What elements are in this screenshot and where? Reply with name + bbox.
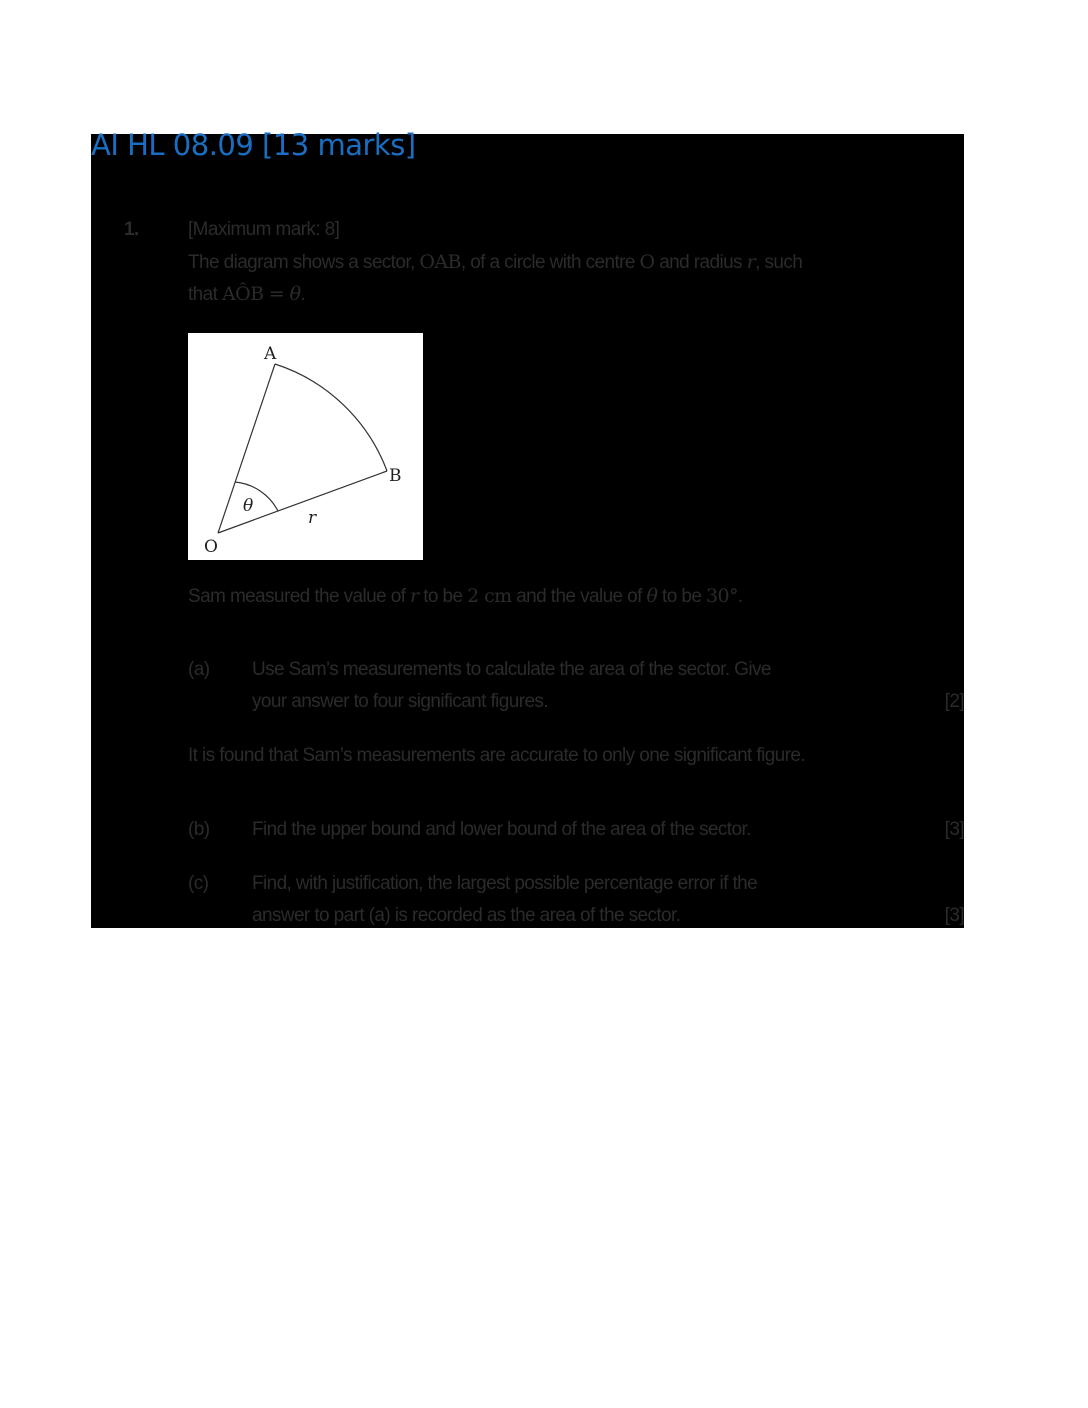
- centre-name: O: [639, 251, 655, 273]
- arc-ab: [275, 364, 387, 471]
- part-b-label: (b): [188, 819, 210, 840]
- page-title: AI HL 08.09 [13 marks]: [91, 128, 416, 162]
- measurement-text: [188, 585, 743, 608]
- measure-text: .: [737, 586, 743, 607]
- measure-text: and the value of: [511, 586, 647, 607]
- intro-line-2: [188, 283, 305, 306]
- intro-text: that: [188, 284, 222, 305]
- max-mark: [Maximum mark: 8]: [188, 219, 340, 240]
- part-c-marks: [3]: [944, 905, 964, 926]
- intro-text: The diagram shows a sector,: [188, 252, 420, 273]
- part-b-text-line-1: Find the upper bound and lower bound of the area of the sector.: [252, 819, 751, 840]
- part-a-text-line-1: Use Sam’s measurements to calculate the area of the sector. Give: [252, 659, 771, 680]
- part-c-text-line-2: answer to part (a) is recorded as the area of the sector.: [252, 905, 681, 926]
- intro-line-1: [188, 251, 802, 274]
- label-theta: θ: [243, 496, 254, 516]
- sector-diagram: [188, 333, 423, 560]
- intro-text: , such: [755, 252, 803, 273]
- measure-text: to be: [418, 586, 468, 607]
- theta-value: 30°: [705, 585, 738, 607]
- part-a-text-line-2: your answer to four significant figures.: [252, 691, 548, 712]
- radius-symbol: r: [746, 251, 756, 273]
- measure-text: Sam measured the value of: [188, 586, 411, 607]
- sector-name: OAB: [419, 251, 461, 273]
- theta-symbol: θ: [646, 585, 658, 607]
- radius-symbol: r: [410, 585, 419, 607]
- radius-value: 2 cm: [467, 585, 512, 607]
- part-b-marks: [3]: [944, 819, 964, 840]
- theta-symbol: θ: [289, 283, 301, 305]
- question-number: 1.: [124, 219, 139, 240]
- intro-text: , of a circle with centre: [460, 252, 640, 273]
- equals-sign: =: [263, 283, 290, 305]
- label-r: r: [308, 508, 317, 528]
- label-o: O: [204, 537, 218, 557]
- intro-text: and radius: [654, 252, 747, 273]
- label-b: B: [389, 466, 402, 486]
- intro-text: .: [300, 284, 306, 305]
- part-a-marks: [2]: [944, 691, 964, 712]
- part-a-label: (a): [188, 659, 210, 680]
- label-a: A: [264, 344, 277, 364]
- angle-name: AÔB: [221, 283, 264, 305]
- part-c-label: (c): [188, 873, 209, 894]
- measure-text: to be: [657, 586, 706, 607]
- part-c-text-line-1: Find, with justification, the largest possible percentage error if the: [252, 873, 758, 894]
- angle-arc: [235, 482, 278, 511]
- accuracy-note: It is found that Sam’s measurements are accurate to only one significant figure.: [188, 745, 806, 766]
